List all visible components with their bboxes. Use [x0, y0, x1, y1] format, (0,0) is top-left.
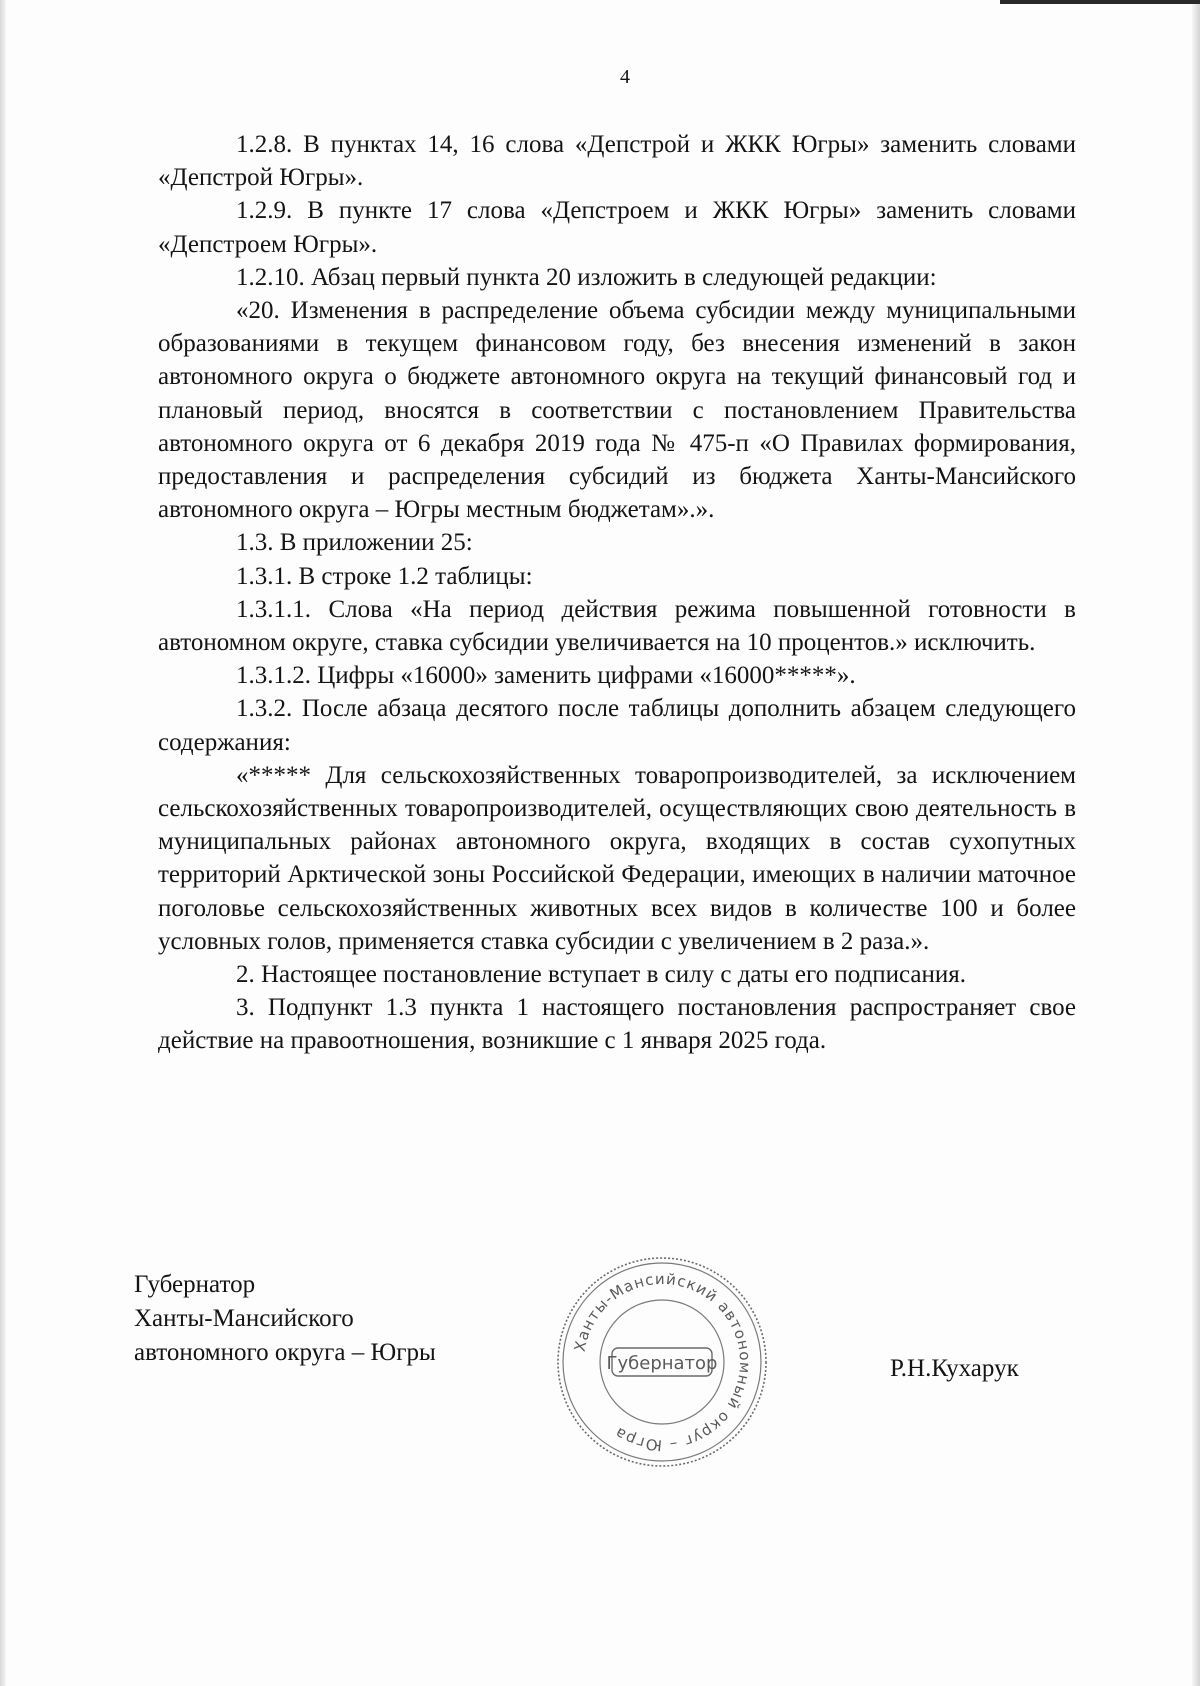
paragraph-1-3-1-2: 1.3.1.2. Цифры «16000» заменить цифрами «16000*****». [236, 662, 856, 690]
document-body [158, 128, 1076, 1058]
scan-edge-left [0, 0, 6, 1686]
paragraph-3: 3. Подпункт 1.3 пункта 1 настоящего постановления распространяет свое действие на правоотношения, возникшие с 1 января 2025 года. [158, 994, 1076, 1055]
signer-name: Р.Н.Кухарук [890, 1355, 1019, 1382]
paragraph-1-3: 1.3. В приложении 25: [236, 529, 473, 557]
signer-position-line-3: автономного округа – Югры [134, 1339, 436, 1366]
page-number: 4 [620, 66, 630, 88]
paragraph-quote-20: «20. Изменения в распределение объема субсидии между муниципальными образованиями в текущем финансовом году, без внесения изменений в закон автономного округа о бюджете автономного округа на текущий финансовый год и плановый период, вносятся в соответствии с постановлением Правительства автономного округа от 6 декабря 2019 года № 475-п «О Правилах формирования, предоставления и распределения субсидий из бюджета Ханты-Мансийского автономного округа – Югры местным бюджетам».». [158, 297, 1076, 524]
official-seal-stamp [552, 1252, 772, 1472]
paragraph-1-3-1-1: 1.3.1.1. Слова «На период действия режима повышенной готовности в автономном округе, ставка субсидии увеличивается на 10 процентов.» исключить. [158, 595, 1076, 657]
scan-edge-top [1000, 0, 1200, 4]
scan-edge-right [1192, 0, 1200, 1686]
paragraph-1-3-1: 1.3.1. В строке 1.2 таблицы: [236, 562, 533, 590]
paragraph-2: 2. Настоящее постановление вступает в силу с даты его подписания. [236, 961, 966, 989]
signer-position-line-1: Губернатор [134, 1271, 256, 1298]
paragraph-1-2-8: 1.2.8. В пунктах 14, 16 слова «Депстрой и ЖКК Югры» заменить словами «Депстрой Югры». [158, 131, 1076, 192]
signer-position-line-2: Ханты-Мансийского [134, 1305, 354, 1332]
paragraph-1-3-2: 1.3.2. После абзаца десятого после таблицы дополнить абзацем следующего содержания: [158, 695, 1076, 756]
signature-block [134, 1268, 436, 1370]
seal-center-text: Губернатор [606, 1353, 718, 1374]
seal-ring-text: Ханты-Мансийский автономный округ – Югра [570, 1269, 755, 1455]
paragraph-1-2-10: 1.2.10. Абзац первый пункта 20 изложить в следующей редакции: [236, 263, 937, 291]
paragraph-1-2-9: 1.2.9. В пункте 17 слова «Депстроем и ЖКК Югры» заменить словами «Депстроем Югры». [158, 197, 1076, 258]
paragraph-footnote-quote: «***** Для сельскохозяйственных товаропроизводителей, за исключением сельскохозяйственных товаропроизводителей, осуществляющих свою деятельность в муниципальных районах автономного округа, входящих в состав сухопутных территорий Арктической зоны Российской Федерации, имеющих в наличии маточное поголовье сельскохозяйственных животных всех видов в количестве 100 и более условных голов, применяется ставка субсидии с увеличением в 2 раза.». [158, 761, 1076, 955]
